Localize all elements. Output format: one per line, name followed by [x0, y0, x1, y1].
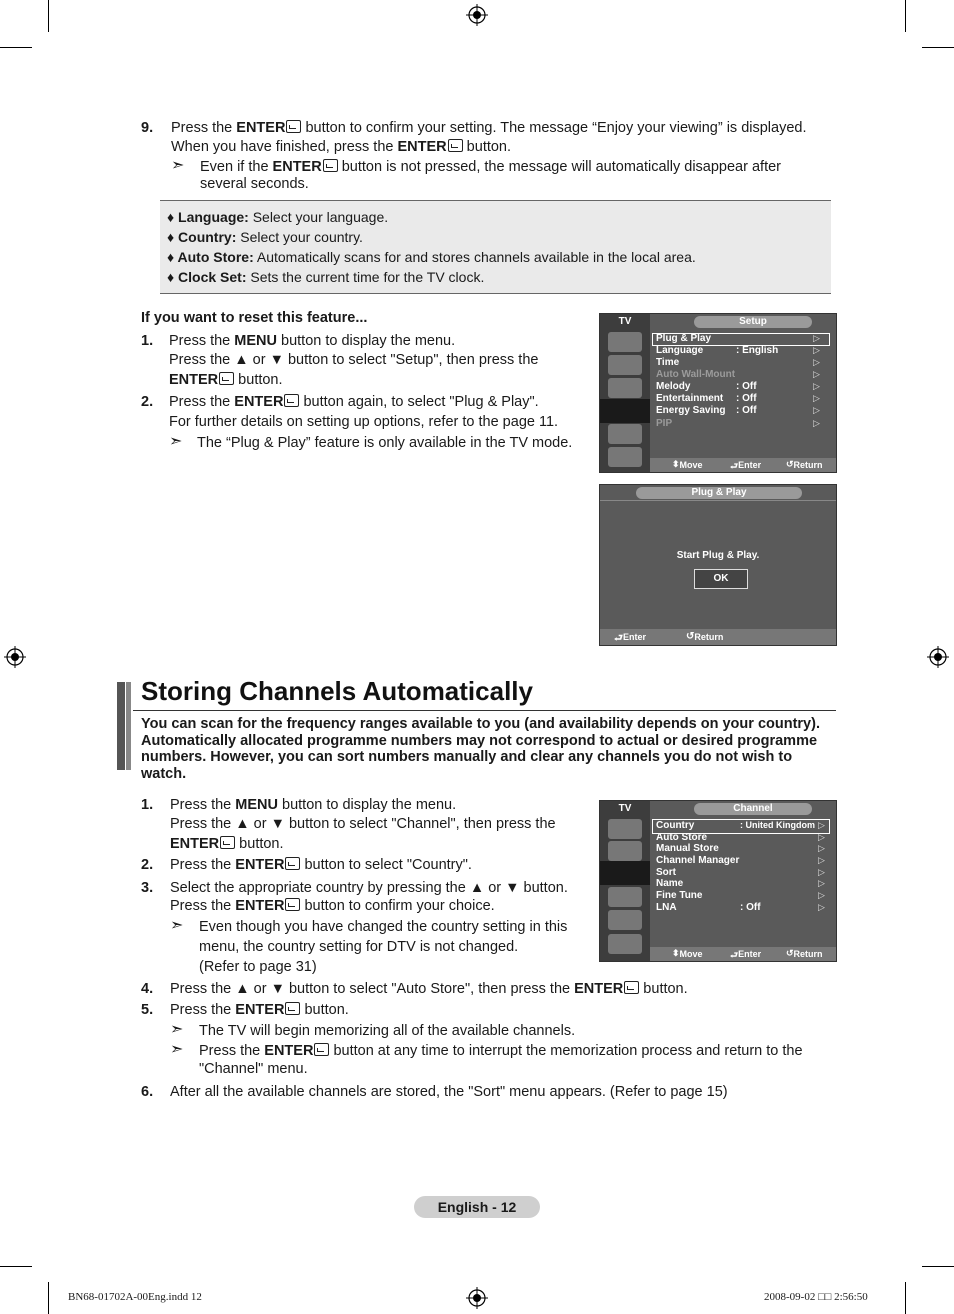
picture-icon: [608, 819, 642, 839]
arrow-right-icon: ▷: [813, 345, 820, 355]
step9-line1: Press the ENTER button to confirm your setting. The message “Enjoy your viewing” is displayed.: [171, 120, 807, 136]
osd-value: : Off: [740, 902, 761, 913]
osd-item-melody[interactable]: Melody: [656, 381, 691, 392]
enter-icon: [448, 139, 463, 152]
osd-return-hint: ↺ Return: [786, 948, 823, 959]
reset-step2-line2: For further details on setting up options, refer to the page 11.: [169, 414, 559, 430]
crop-mark: [48, 0, 49, 32]
step4-line1: Press the ▲ or ▼ button to select "Auto Store", then press the ENTER button.: [170, 981, 688, 997]
osd-setup-menu: [599, 313, 837, 473]
step3-note1: Even though you have changed the country setting in this: [199, 919, 568, 935]
step-number: 1.: [141, 333, 154, 349]
reset-step1: Press the MENU button to display the menu.: [169, 333, 456, 349]
osd-value: : United Kingdom: [740, 820, 815, 830]
enter-icon: [284, 394, 299, 407]
crop-mark: [0, 1266, 32, 1267]
osd-item-manual-store[interactable]: Manual Store: [656, 843, 719, 854]
note-arrow-icon: ➣: [169, 433, 183, 450]
step5-note2-cont: "Channel" menu.: [199, 1061, 308, 1077]
arrow-right-icon: ▷: [813, 381, 820, 391]
osd-move-hint: ⬍ Move: [672, 459, 703, 470]
enter-icon: [314, 1043, 329, 1056]
step6-line1: After all the available channels are stored, the "Sort" menu appears. (Refer to page 15): [170, 1084, 728, 1100]
osd-title: Setup: [694, 316, 812, 328]
enter-icon: [285, 1002, 300, 1015]
step1-line1: Press the MENU button to display the menu.: [170, 797, 457, 813]
step-number: 3.: [141, 880, 154, 896]
step-number: 2.: [141, 394, 154, 410]
osd-sidebar: [600, 314, 650, 472]
section-bar: [126, 682, 131, 770]
step-number: 6.: [141, 1084, 154, 1100]
step1-line2: Press the ▲ or ▼ button to select "Channel", then press the: [170, 816, 556, 832]
arrow-right-icon: ▷: [818, 890, 825, 900]
osd-item-country[interactable]: Country: [656, 820, 695, 831]
osd-message: Start Plug & Play.: [676, 550, 760, 561]
osd-item-auto-wall-mount[interactable]: Auto Wall-Mount: [656, 369, 736, 380]
section-title: Storing Channels Automatically: [141, 676, 533, 706]
osd-value: : Off: [736, 393, 757, 404]
footer-file: BN68-01702A-00Eng.indd 12: [68, 1291, 202, 1303]
sound-icon: [608, 841, 642, 861]
step-number: 4.: [141, 981, 154, 997]
info-row: ♦ Language: Select your language.: [167, 209, 389, 225]
osd-title: Channel: [694, 803, 812, 815]
registration-mark-icon: [466, 1287, 488, 1309]
setup-gear-icon: [600, 399, 650, 423]
osd-value: : Off: [736, 381, 757, 392]
osd-plug-play: [599, 484, 837, 646]
arrow-right-icon: ▷: [818, 843, 825, 853]
crop-mark: [922, 47, 954, 48]
enter-icon: [220, 836, 235, 849]
picture-icon: [608, 332, 642, 352]
enter-icon: [323, 159, 338, 172]
title-rule: [133, 710, 836, 711]
step9-note: Even if the ENTER button is not pressed, the message will automatically disappear after: [200, 159, 781, 175]
enter-icon: [219, 372, 234, 385]
osd-item-time[interactable]: Time: [656, 357, 680, 368]
info-box: [160, 200, 831, 294]
osd-enter-hint: ⮐ Enter: [614, 632, 647, 644]
enter-icon: [286, 120, 301, 133]
step9-note-cont: several seconds.: [200, 176, 309, 192]
reset-note: The “Plug & Play” feature is only available in the TV mode.: [197, 435, 573, 451]
note-arrow-icon: ➣: [170, 917, 184, 934]
osd-value: : English: [736, 345, 779, 356]
step3-note3: (Refer to page 31): [199, 959, 317, 975]
step3-note2: menu, the country setting for DTV is not changed.: [199, 939, 519, 955]
osd-item-energy-saving[interactable]: Energy Saving: [656, 405, 726, 416]
osd-item-name[interactable]: Name: [656, 878, 684, 889]
setup-gear-icon: [608, 887, 642, 907]
info-row: ♦ Clock Set: Sets the current time for the TV clock.: [167, 269, 485, 285]
input-icon: [608, 910, 642, 930]
reset-step2: Press the ENTER button again, to select "Plug & Play".: [169, 394, 539, 410]
crop-mark: [48, 1282, 49, 1314]
osd-title: Plug & Play: [636, 487, 802, 499]
osd-item-pip[interactable]: PIP: [656, 418, 673, 429]
note-arrow-icon: ➣: [170, 1021, 184, 1038]
osd-move-hint: ⬍ Move: [672, 948, 703, 959]
arrow-right-icon: ▷: [813, 405, 820, 415]
osd-footer: [600, 629, 836, 645]
step-number: 1.: [141, 797, 154, 813]
osd-footer: [650, 458, 836, 472]
application-icon: [608, 447, 642, 467]
ok-button[interactable]: OK: [694, 569, 748, 589]
arrow-right-icon: ▷: [818, 832, 825, 842]
arrow-right-icon: ▷: [818, 902, 825, 912]
osd-tv-label: TV: [618, 803, 632, 814]
osd-channel-menu: [599, 800, 837, 962]
reset-step1-line2: Press the ▲ or ▼ button to select "Setup", then press the: [169, 352, 539, 368]
crop-mark: [905, 0, 906, 32]
osd-item-lna[interactable]: LNA: [656, 902, 677, 913]
osd-return-hint: ↺ Return: [686, 631, 724, 642]
step-number: 9.: [141, 120, 154, 136]
step-number: 5.: [141, 1002, 154, 1018]
arrow-right-icon: ▷: [813, 357, 820, 367]
application-icon: [608, 934, 642, 954]
arrow-right-icon: ▷: [813, 418, 820, 428]
osd-item-language[interactable]: Language: [656, 345, 704, 356]
info-row: ♦ Country: Select your country.: [167, 229, 363, 245]
step9-line2: When you have finished, press the ENTER button.: [171, 139, 512, 155]
step2-line1: Press the ENTER button to select "Country".: [170, 857, 472, 873]
enter-icon: [285, 857, 300, 870]
osd-sidebar: [600, 801, 650, 961]
osd-return-hint: ↺ Return: [786, 459, 823, 470]
reset-heading: If you want to reset this feature...: [141, 310, 368, 326]
osd-item-channel-manager[interactable]: Channel Manager: [656, 855, 740, 866]
section-intro: You can scan for the frequency ranges available to you (and availability depends on your country). Automatically allocated programme numbers may not correspond to actual or desired programme numbers. However, you can sort numbers manually and clear any channels you do not wish to watch.: [141, 716, 820, 782]
step5-line1: Press the ENTER button.: [170, 1002, 349, 1018]
osd-item-fine-tune[interactable]: Fine Tune: [656, 890, 703, 901]
registration-mark-icon: [466, 4, 488, 26]
osd-divider: [600, 500, 836, 501]
footer-timestamp: 2008-09-02 □□ 2:56:50: [764, 1291, 868, 1303]
enter-icon: [624, 981, 639, 994]
note-arrow-icon: ➣: [171, 157, 185, 174]
osd-item-auto-store[interactable]: Auto Store: [656, 832, 708, 843]
page-number-badge: English - 12: [414, 1196, 540, 1218]
crop-mark: [0, 47, 32, 48]
step1-line3: ENTER button.: [170, 836, 284, 852]
step5-note1: The TV will begin memorizing all of the available channels.: [199, 1023, 576, 1039]
registration-mark-icon: [927, 646, 949, 668]
osd-tv-label: TV: [618, 316, 632, 327]
osd-item-plug-play[interactable]: Plug & Play: [656, 333, 712, 344]
sound-icon: [608, 355, 642, 375]
step3-line2: Press the ENTER button to confirm your choice.: [170, 898, 495, 914]
crop-mark: [905, 1282, 906, 1314]
note-arrow-icon: ➣: [170, 1041, 184, 1058]
enter-icon: [285, 898, 300, 911]
crop-mark: [922, 1266, 954, 1267]
osd-enter-hint: ⮐ Enter: [730, 460, 762, 471]
channel-satellite-icon: [600, 861, 650, 885]
info-row: ♦ Auto Store: Automatically scans for and stores channels available in the local area.: [167, 249, 696, 265]
arrow-right-icon: ▷: [818, 878, 825, 888]
arrow-right-icon: ▷: [818, 820, 825, 830]
arrow-right-icon: ▷: [813, 369, 820, 379]
arrow-right-icon: ▷: [818, 867, 825, 877]
osd-value: : Off: [736, 405, 757, 416]
arrow-right-icon: ▷: [813, 333, 820, 343]
input-icon: [608, 424, 642, 444]
reset-step1-line3: ENTER button.: [169, 372, 283, 388]
osd-enter-hint: ⮐ Enter: [730, 949, 762, 960]
osd-item-entertainment[interactable]: Entertainment: [656, 393, 724, 404]
registration-mark-icon: [4, 646, 26, 668]
osd-footer: [650, 947, 836, 961]
step3-line1: Select the appropriate country by pressing the ▲ or ▼ button.: [170, 880, 568, 896]
arrow-right-icon: ▷: [818, 855, 825, 865]
osd-item-sort[interactable]: Sort: [656, 867, 676, 878]
step-number: 2.: [141, 857, 154, 873]
step5-note2: Press the ENTER button at any time to interrupt the memorization process and return to the: [199, 1043, 803, 1059]
arrow-right-icon: ▷: [813, 393, 820, 403]
section-bar: [117, 682, 125, 770]
channel-icon: [608, 378, 642, 398]
